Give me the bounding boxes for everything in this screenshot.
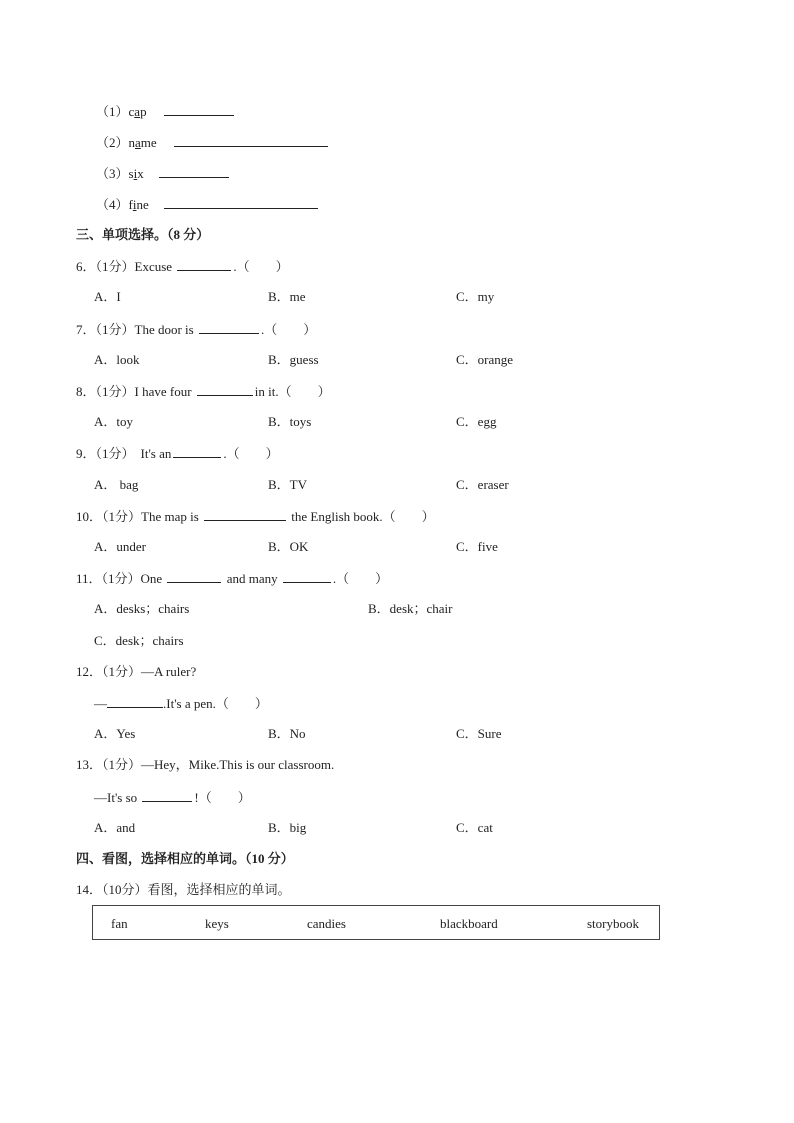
answer-blank[interactable] (204, 508, 286, 521)
option-b[interactable]: B．toys (268, 414, 312, 429)
answer-blank[interactable] (164, 103, 234, 116)
option-a[interactable]: A．Yes (94, 726, 136, 741)
option-c[interactable]: C．Sure (456, 726, 502, 741)
question-11: 11．（1分）One and many .（ ） (76, 571, 389, 586)
option-c[interactable]: C．my (456, 289, 495, 304)
option-a[interactable]: A． bag (94, 477, 139, 492)
phonics-item-3 (96, 165, 231, 182)
question-6: 6．（1分）Excuse .（ ） (76, 259, 289, 274)
answer-blank[interactable] (199, 321, 259, 334)
answer-blank[interactable] (283, 570, 331, 583)
option-a[interactable]: A．look (94, 352, 140, 367)
option-c[interactable]: C．egg (456, 414, 497, 429)
question-10: 10．（1分）The map is the English book.（ ） (76, 509, 435, 524)
answer-blank[interactable] (164, 196, 318, 209)
phonics-word: name (128, 135, 157, 150)
answer-blank[interactable] (107, 695, 163, 708)
option-c[interactable]: C．five (456, 539, 498, 554)
phonics-word: six (128, 166, 144, 181)
phonics-number: （2） (96, 135, 129, 150)
phonics-number: （4） (96, 197, 129, 212)
word-bank-item: fan (111, 916, 128, 931)
option-a[interactable]: A．under (94, 539, 146, 554)
section-heading: 三、单项选择。（8 分） (76, 227, 210, 242)
phonics-item-4 (96, 196, 320, 213)
question-13: 13．（1分）—Hey，Mike.This is our classroom. (76, 757, 335, 772)
word-bank-item: candies (307, 916, 346, 931)
option-b[interactable]: B．big (268, 820, 307, 835)
option-a[interactable]: A．desks；chairs (94, 601, 190, 616)
answer-blank[interactable] (177, 258, 231, 271)
question-9: 9．（1分） It's an .（ ） (76, 446, 279, 461)
option-b[interactable]: B．me (268, 289, 306, 304)
answer-blank[interactable] (167, 570, 221, 583)
option-b[interactable]: B．OK (268, 539, 309, 554)
word-bank-item: blackboard (440, 916, 498, 931)
phonics-item-1 (96, 103, 236, 120)
phonics-word: cap (128, 104, 147, 119)
question-14: 14．（10分）看图，选择相应的单词。 (76, 882, 291, 897)
question-13-response: —It's so !（ ） (94, 790, 251, 805)
question-7: 7．（1分）The door is .（ ） (76, 322, 317, 337)
option-a[interactable]: A．and (94, 820, 136, 835)
option-a[interactable]: A．toy (94, 414, 134, 429)
option-b[interactable]: B．No (268, 726, 306, 741)
word-bank-item: storybook (587, 916, 639, 931)
phonics-word: fine (128, 197, 149, 212)
phonics-number: （1） (96, 104, 129, 119)
word-bank-item: keys (205, 916, 229, 931)
option-c[interactable]: C．orange (456, 352, 514, 367)
phonics-item-2 (96, 134, 330, 151)
section-heading: 四、看图，选择相应的单词。（10 分） (76, 851, 294, 866)
option-c[interactable]: C．eraser (456, 477, 509, 492)
option-c[interactable]: C．cat (456, 820, 493, 835)
option-b[interactable]: B．desk；chair (368, 601, 453, 616)
phonics-number: （3） (96, 166, 129, 181)
option-b[interactable]: B．guess (268, 352, 319, 367)
question-12: 12．（1分）—A ruler? (76, 664, 197, 679)
question-12-response: — .It's a pen.（ ） (94, 696, 268, 711)
option-b[interactable]: B．TV (268, 477, 308, 492)
option-a[interactable]: A．I (94, 289, 121, 304)
question-8: 8．（1分）I have four in it.（ ） (76, 384, 331, 399)
answer-blank[interactable] (197, 383, 253, 396)
answer-blank[interactable] (173, 445, 221, 458)
answer-blank[interactable] (142, 789, 192, 802)
answer-blank[interactable] (174, 134, 328, 147)
answer-blank[interactable] (159, 165, 229, 178)
word-bank-box (92, 905, 660, 940)
option-c[interactable]: C．desk；chairs (94, 633, 184, 648)
